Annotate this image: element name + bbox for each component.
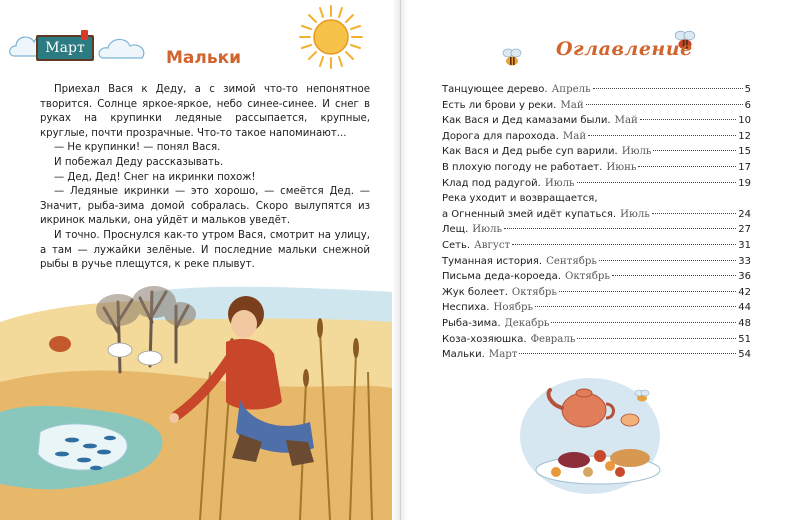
- toc-entry[interactable]: [442, 332, 751, 348]
- toc-entry-page: 17: [738, 161, 751, 173]
- toc-entry-title: Туманная история.: [442, 255, 543, 267]
- toc-entry-title: В плохую погоду не работает.: [442, 161, 603, 173]
- toc-entry-page: 48: [738, 317, 751, 329]
- toc-entry-page: 27: [738, 224, 751, 236]
- toc-entry-page: 51: [738, 333, 751, 345]
- month-tag-label: Март: [45, 40, 85, 56]
- toc-entry-month: Октябрь: [511, 286, 557, 298]
- toc-entry-month: Июль: [621, 146, 652, 158]
- toc-title: Оглавление: [556, 38, 693, 60]
- story-paragraph: И точно. Проснулся как-то утром Вася, смотрит на улицу, а там — лужайки зелёные. И последние мальки снежной рыбы в ручье плещутся, к реке плывут.: [40, 229, 370, 271]
- toc-entry[interactable]: [442, 160, 751, 176]
- toc-entry-title: Как Вася и Дед камазами были.: [442, 115, 611, 127]
- table-of-contents: [442, 82, 751, 363]
- boy-by-stream-illustration: [0, 262, 392, 520]
- toc-entry-title: Неспиха.: [442, 302, 490, 314]
- toc-entry-title: Лещ.: [442, 224, 469, 236]
- toc-entry-page: 33: [738, 255, 751, 267]
- toc-leader: [638, 166, 736, 167]
- toc-entry-month: Май: [560, 99, 584, 111]
- toc-entry-month: Сентябрь: [546, 255, 597, 267]
- story-paragraph: — Ледяные икринки — это хорошо, — смеётся Дед. — Значит, рыба-зима домой собралась. Скоро вылупятся из икринок мальки, она уйдёт и мальков уведёт.: [40, 186, 370, 227]
- toc-leader: [577, 182, 737, 183]
- toc-entry[interactable]: [442, 238, 751, 254]
- toc-leader: [586, 104, 743, 105]
- toc-entry-month: Май: [562, 130, 587, 142]
- toc-leader: [588, 135, 736, 136]
- bee-icon: [501, 48, 523, 68]
- toc-entry-title: Рыба-зима.: [442, 317, 501, 329]
- toc-leader: [504, 228, 736, 229]
- toc-entry-page: 5: [744, 84, 751, 95]
- toc-entry-page: 24: [738, 208, 751, 220]
- toc-entry-title: Клад под радугой.: [442, 177, 541, 189]
- toc-entry-month: Июнь: [606, 161, 637, 173]
- toc-entry-title: Как Вася и Дед рыбе суп варили.: [442, 146, 618, 158]
- toc-entry-page: 44: [738, 302, 751, 314]
- toc-leader: [612, 275, 736, 276]
- toc-entry-month: Июль: [472, 224, 503, 236]
- toc-entry-title: Коза-хозяюшка.: [442, 333, 527, 345]
- story-paragraph: Приехал Вася к Деду, а с зимой что-то непонятное творится. Солнце яркое-яркое, небо синее-синее. И снег в руках на крупинки ледяные рассыпается, крупные, круглые, почти прозрачные. Что-то такое напоминают...: [40, 84, 370, 139]
- toc-entry-page: 19: [738, 177, 751, 189]
- toc-leader: [653, 150, 736, 151]
- toc-entry[interactable]: [442, 98, 751, 114]
- toc-entry[interactable]: [442, 176, 751, 192]
- toc-entry-title: Мальки.: [442, 349, 485, 361]
- teapot-illustration: [510, 360, 670, 500]
- toc-entry-page: 31: [738, 239, 751, 251]
- toc-entry-month: Март: [488, 349, 518, 361]
- toc-entry-title: Река уходит и возвращается,: [442, 193, 598, 205]
- toc-entry[interactable]: [442, 254, 751, 270]
- toc-leader: [652, 213, 736, 214]
- toc-entry-month: Октябрь: [564, 271, 610, 283]
- story-title: Мальки: [166, 48, 242, 68]
- toc-entry-month: Июль: [544, 177, 575, 189]
- toc-entry[interactable]: [442, 129, 751, 145]
- toc-entry[interactable]: [442, 316, 751, 332]
- toc-entry-title: Сеть.: [442, 239, 471, 251]
- toc-leader: [593, 88, 743, 89]
- toc-entry-month: Август: [474, 239, 511, 251]
- story-paragraph: — Не крупинки! — понял Вася.: [54, 142, 221, 154]
- toc-entry-month: Апрель: [551, 84, 591, 95]
- toc-entry-page: 10: [738, 115, 751, 127]
- toc-entry-page: 54: [738, 349, 751, 361]
- toc-leader: [640, 119, 736, 120]
- toc-entry[interactable]: [442, 113, 751, 129]
- toc-entry-title: Танцующее дерево.: [442, 84, 548, 95]
- story-paragraph: — Дед, Дед! Снег на икринки похож!: [54, 171, 256, 183]
- toc-entry-month: Декабрь: [504, 317, 550, 329]
- toc-leader: [577, 338, 736, 339]
- toc-entry-page: 15: [738, 146, 751, 158]
- toc-entry-title: Есть ли брови у реки.: [442, 99, 557, 111]
- toc-entry-title: Жук болеет.: [442, 286, 508, 298]
- toc-leader: [551, 322, 736, 323]
- toc-entry-page: 42: [738, 286, 751, 298]
- toc-entry-page: 6: [744, 99, 751, 111]
- toc-entry[interactable]: [442, 269, 751, 285]
- toc-entry[interactable]: [442, 82, 751, 98]
- toc-entry[interactable]: [442, 300, 751, 316]
- story-paragraph: И побежал Деду рассказывать.: [54, 156, 224, 168]
- toc-leader: [599, 260, 736, 261]
- toc-leader: [519, 353, 736, 354]
- story-text: [40, 83, 370, 273]
- toc-entry[interactable]: [442, 144, 751, 160]
- toc-entry-page: 36: [738, 271, 751, 283]
- toc-entry-month: Февраль: [530, 333, 576, 345]
- toc-leader: [512, 244, 736, 245]
- toc-entry-month: Июль: [620, 208, 650, 220]
- toc-entry[interactable]: [442, 222, 751, 238]
- toc-entry-month: Ноябрь: [493, 302, 534, 314]
- sun-icon: [298, 4, 364, 70]
- toc-entry-title-continued: а Огненный змей идёт купаться.: [442, 208, 617, 220]
- toc-entry-title: Дорога для парохода.: [442, 130, 559, 142]
- toc-entry-title: Письма деда-короеда.: [442, 271, 561, 283]
- toc-entry[interactable]: [442, 191, 751, 222]
- toc-entry[interactable]: [442, 285, 751, 301]
- toc-leader: [535, 306, 736, 307]
- toc-entry-page: 12: [738, 130, 751, 142]
- month-tag: [36, 35, 94, 61]
- toc-entry-month: Май: [614, 115, 638, 127]
- toc-leader: [559, 291, 736, 292]
